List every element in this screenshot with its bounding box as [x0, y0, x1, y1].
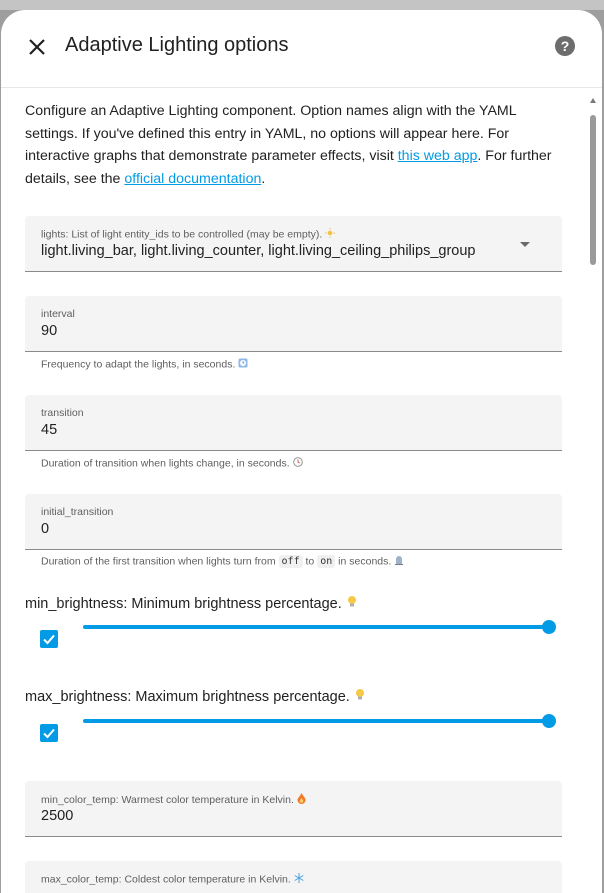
- transition-label: transition: [41, 407, 84, 419]
- min-color-temp-label: min_color_temp: Warmest color temperature in Kelvin.: [41, 793, 306, 807]
- transition-input[interactable]: [25, 395, 562, 451]
- transition-value: 45: [41, 422, 58, 438]
- help-button[interactable]: [553, 34, 577, 58]
- checkmark-icon: [41, 631, 57, 647]
- min-brightness-slider[interactable]: [83, 625, 549, 629]
- max-brightness-checkbox[interactable]: [40, 724, 58, 742]
- intro-text: Configure an Adaptive Lighting component. Option names align with the YAML settings. If you've defined this entry in YAML, no options will appear here. For interactive graphs that demonstrate parameter effects, visit this web app. For further details, see the official documentation.: [25, 103, 552, 187]
- close-icon: [23, 33, 51, 61]
- lights-label: lights: List of light entity_ids to be controlled (may be empty).: [41, 228, 335, 241]
- web-app-link[interactable]: this web app: [397, 148, 478, 164]
- clock-icon: [238, 358, 248, 371]
- code-on: on: [317, 555, 335, 568]
- intro-section: [25, 100, 562, 190]
- header-divider: [1, 87, 602, 88]
- dialog-title: Adaptive Lighting options: [65, 34, 289, 56]
- sun-icon: [325, 228, 335, 241]
- initial-transition-helper: Duration of the first transition when lights turn from off to on in seconds.: [41, 555, 404, 568]
- interval-value: 90: [41, 323, 58, 339]
- max-brightness-handle[interactable]: [542, 714, 556, 728]
- lights-value: light.living_bar, light.living_counter, light.living_ceiling_philips_group: [41, 243, 476, 259]
- bulb-icon: [354, 688, 366, 706]
- initial-transition-value: 0: [41, 521, 50, 537]
- max-color-temp-input[interactable]: [25, 861, 562, 893]
- interval-label: interval: [41, 308, 75, 320]
- transition-helper: Duration of transition when lights change, in seconds.: [41, 457, 303, 470]
- initial-transition-input[interactable]: [25, 494, 562, 550]
- dialog-header: [1, 10, 602, 82]
- max-color-temp-label: max_color_temp: Coldest color temperature in Kelvin.: [41, 873, 304, 886]
- scroll-up-arrow[interactable]: [590, 98, 596, 103]
- snowflake-icon: [294, 873, 304, 886]
- documentation-link[interactable]: official documentation: [124, 170, 262, 187]
- svg-text:?: ?: [560, 38, 570, 54]
- dropdown-arrow-icon[interactable]: [520, 242, 530, 247]
- max-brightness-label: max_brightness: Maximum brightness percentage.: [25, 688, 366, 706]
- help-icon: [553, 34, 577, 58]
- gravestone-icon: [394, 555, 404, 568]
- interval-input[interactable]: [25, 296, 562, 352]
- flame-icon: [297, 793, 306, 807]
- options-dialog: [1, 10, 602, 893]
- code-off: off: [279, 555, 303, 568]
- timer-icon: [293, 457, 303, 470]
- checkmark-icon: [41, 725, 57, 741]
- max-brightness-slider[interactable]: [83, 719, 549, 723]
- initial-transition-label: initial_transition: [41, 506, 114, 518]
- scrollbar-thumb[interactable]: [590, 115, 596, 265]
- min-color-temp-value: 2500: [41, 808, 74, 824]
- lights-select[interactable]: [25, 216, 562, 272]
- bulb-icon: [346, 595, 358, 613]
- interval-helper: Frequency to adapt the lights, in seconds.: [41, 358, 248, 371]
- min-brightness-handle[interactable]: [542, 620, 556, 634]
- min-color-temp-input[interactable]: [25, 781, 562, 837]
- min-brightness-label: min_brightness: Minimum brightness percentage.: [25, 595, 358, 613]
- min-brightness-checkbox[interactable]: [40, 630, 58, 648]
- close-button[interactable]: [23, 33, 51, 61]
